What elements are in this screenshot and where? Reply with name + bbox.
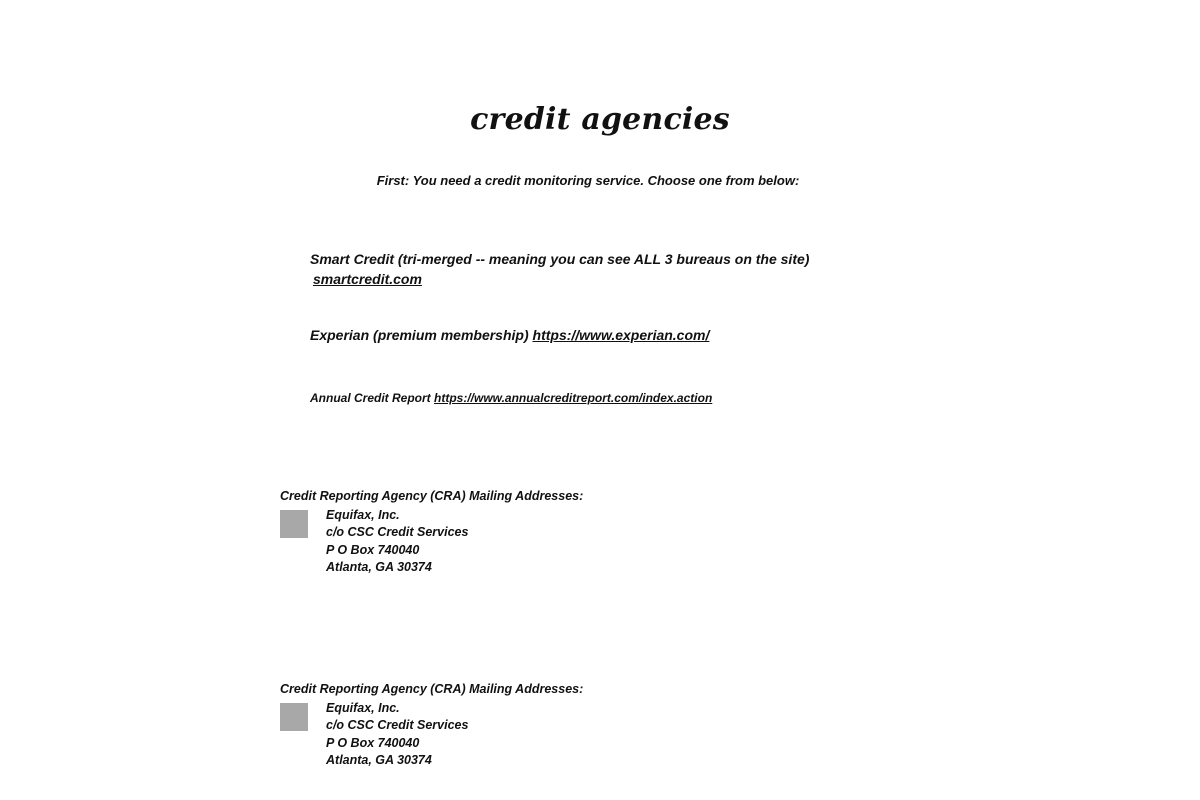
page-title: credit agencies xyxy=(470,102,730,138)
address-line: P O Box 740040 xyxy=(326,542,420,557)
image-placeholder-icon xyxy=(280,703,308,731)
address-line: P O Box 740040 xyxy=(326,735,420,750)
cra-address xyxy=(326,700,468,769)
service-experian xyxy=(310,325,709,345)
address-line: Equifax, Inc. xyxy=(326,701,400,715)
cra-heading: Credit Reporting Agency (CRA) Mailing Addresses: xyxy=(280,489,584,503)
cra-block-1 xyxy=(280,487,780,587)
cra-address xyxy=(326,507,468,576)
address-line: Atlanta, GA 30374 xyxy=(326,559,432,574)
address-line: Atlanta, GA 30374 xyxy=(326,752,432,767)
address-line: c/o CSC Credit Services xyxy=(326,525,469,540)
image-placeholder-icon xyxy=(280,510,308,538)
service-smart-credit xyxy=(310,249,809,289)
intro-text: First: You need a credit monitoring service. Choose one from below: xyxy=(376,173,800,188)
annual-credit-report-link[interactable]: https://www.annualcreditreport.com/index.action xyxy=(434,391,713,405)
smart-credit-description: Smart Credit (tri-merged -- meaning you can see ALL 3 bureaus on the site) xyxy=(310,251,810,267)
cra-heading: Credit Reporting Agency (CRA) Mailing Addresses: xyxy=(280,682,584,696)
annual-description: Annual Credit Report xyxy=(310,391,431,405)
smart-credit-link[interactable]: smartcredit.com xyxy=(313,271,422,287)
experian-description: Experian (premium membership) xyxy=(310,327,529,343)
address-line: c/o CSC Credit Services xyxy=(326,718,469,733)
cra-block-2 xyxy=(280,680,780,780)
experian-link[interactable]: https://www.experian.com/ xyxy=(532,327,710,343)
address-line: Equifax, Inc. xyxy=(326,508,400,522)
service-annual-credit-report xyxy=(310,389,712,407)
